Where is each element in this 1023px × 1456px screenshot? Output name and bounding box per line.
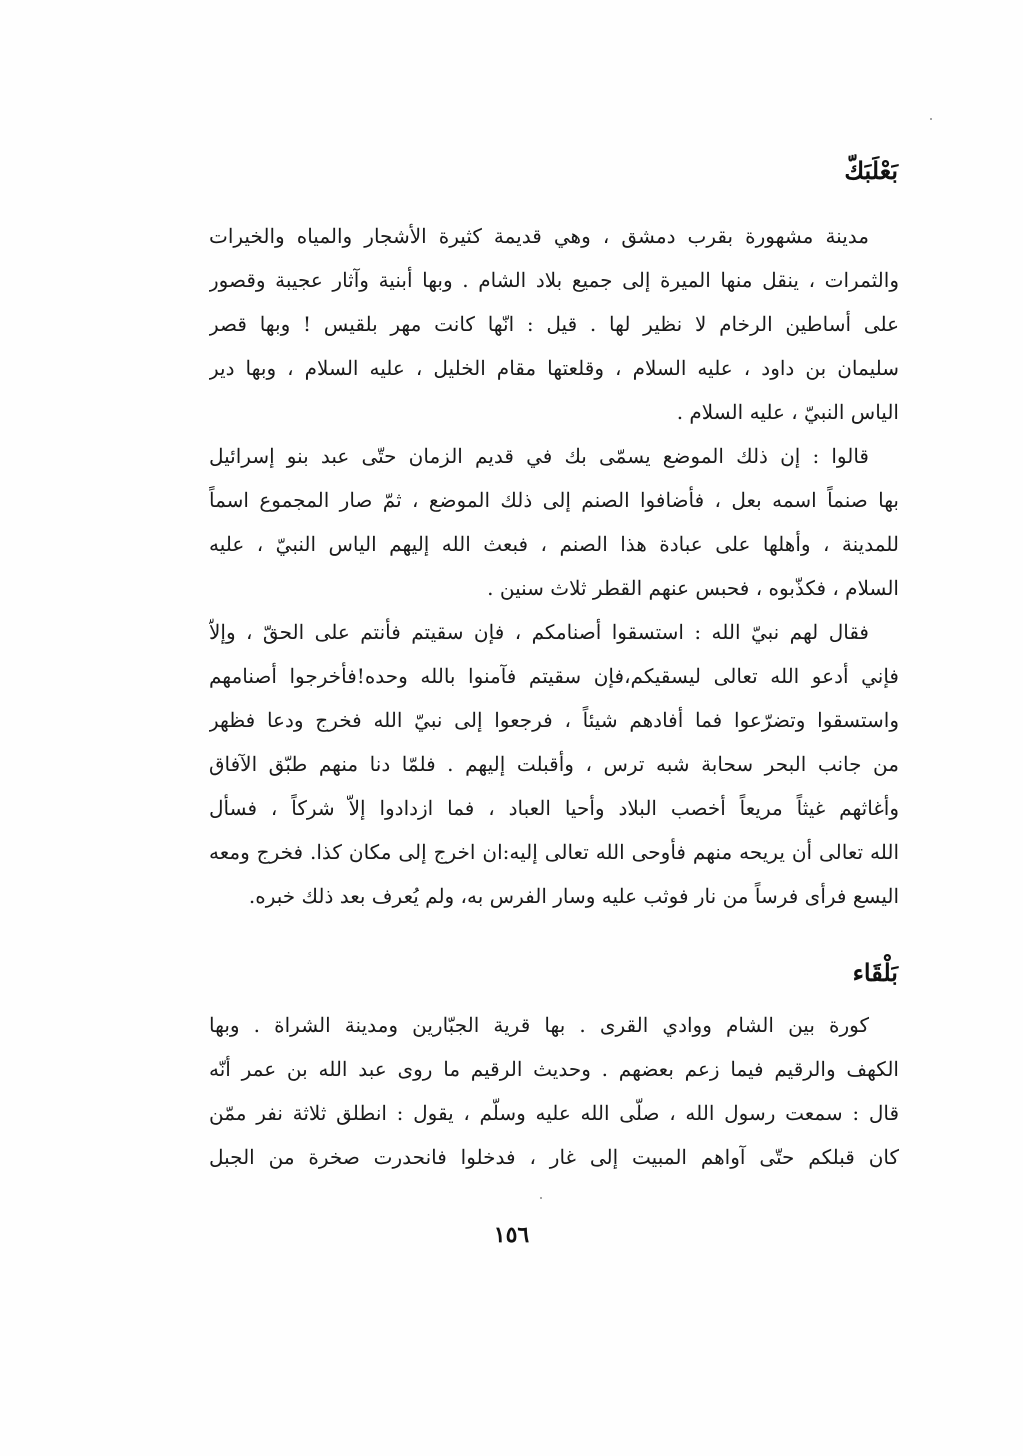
text-line: من جانب البحر سحابة شبه ترس ، وأقبلت إليهم . فلمّا دنا منهم طبّق الآفاق xyxy=(209,752,899,776)
text-line: فقال لهم نبيّ الله : استسقوا أصنامكم ، فإن سقيتم فأنتم على الحقّ ، وإلاّ xyxy=(209,620,869,644)
text-line: بها صنماً اسمه بعل ، فأضافوا الصنم إلى ذلك الموضع ، ثمّ صار المجموع اسماً xyxy=(209,488,899,512)
text-line: كان قبلكم حتّى آواهم المبيت إلى غار ، فدخلوا فانحدرت صخرة من الجبل xyxy=(209,1145,899,1169)
text-line: اليسع فرأى فرساً من نار فوثب عليه وسار الفرس به، ولم يُعرف بعد ذلك خبره. xyxy=(248,884,899,908)
entry-heading-baalbek: بَعْلَبَكّ xyxy=(844,156,898,185)
page-number: ١٥٦ xyxy=(493,1222,530,1248)
entry-text-balqa xyxy=(209,1003,899,1179)
text-line: واستسقوا وتضرّعوا فما أفادهم شيئاً ، فرجعوا إلى نبيّ الله فخرج ودعا فظهر xyxy=(209,708,899,732)
text-line: الله تعالى أن يريحه منهم فأوحى الله تعالى إليه:ان اخرج إلى مكان كذا. فخرج ومعه xyxy=(209,840,899,864)
text-line: للمدينة ، وأهلها على عبادة هذا الصنم ، فبعث الله إليهم الياس النبيّ ، عليه xyxy=(209,532,899,556)
text-line: السلام ، فكذّبوه ، فحبس عنهم القطر ثلاث سنين . xyxy=(487,576,899,600)
text-line: قالوا : إن ذلك الموضع يسمّى بك في قديم الزمان حتّى عبد بنو إسرائيل xyxy=(209,444,869,468)
text-line: مدينة مشهورة بقرب دمشق ، وهي قديمة كثيرة الأشجار والمياه والخيرات xyxy=(209,224,869,248)
text-line: على أساطين الرخام لا نظير لها . قيل : انّها كانت مهر بلقيس ! وبها قصر xyxy=(209,312,899,336)
text-line: الياس النبيّ ، عليه السلام . xyxy=(676,400,899,424)
text-line: والثمرات ، ينقل منها الميرة إلى جميع بلاد الشام . وبها أبنية وآثار عجيبة وقصور xyxy=(209,268,899,292)
text-line: قال : سمعت رسول الله ، صلّى الله عليه وسلّم ، يقول : انطلق ثلاثة نفر ممّن xyxy=(209,1101,899,1125)
entry-heading-balqa: بَلْقَاء xyxy=(852,958,898,987)
text-line: كورة بين الشام ووادي القرى . بها قرية الجبّارين ومدينة الشراة . وبها xyxy=(209,1013,869,1037)
scan-speck xyxy=(540,1197,542,1199)
text-line: سليمان بن داود ، عليه السلام ، وقلعتها مقام الخليل ، عليه السلام ، وبها دير xyxy=(209,356,899,380)
entry-text-baalbek xyxy=(209,214,899,918)
text-line: فإني أدعو الله تعالى ليسقيكم،فإن سقيتم فآمنوا بالله وحده!فأخرجوا أصنامهم xyxy=(209,664,899,688)
text-line: وأغاثهم غيثاً مريعاً أخصب البلاد وأحيا العباد ، فما ازدادوا إلاّ شركاً ، فسأل xyxy=(209,796,899,820)
scan-speck xyxy=(930,118,932,120)
text-line: الكهف والرقيم فيما زعم بعضهم . وحديث الرقيم ما روى عبد الله بن عمر أنّه xyxy=(209,1057,899,1081)
